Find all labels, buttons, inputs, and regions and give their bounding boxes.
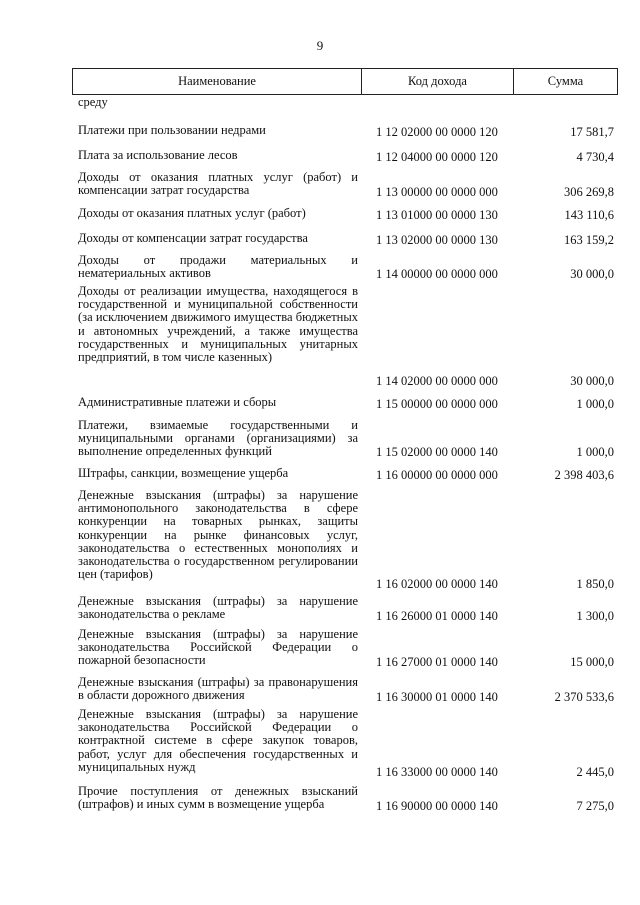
row-name: Денежные взыскания (штрафы) за нарушение антимонопольного законодательства в сфере конкуренции на товарных рынках, защиты конкуренции на рынке финансовых услуг, законодательства о естественных монополиях и законодательства о государственном регулировании цен (тарифов): [78, 488, 358, 582]
row-sum: 30 000,0: [570, 373, 614, 388]
row-name: Доходы от оказания платных услуг (работ): [78, 206, 306, 220]
row-name: Платежи, взимаемые государственными и муниципальными органами (организациями) за выполнение определенных функций: [78, 418, 358, 459]
header-name: Наименование: [178, 74, 256, 88]
row-sum: 306 269,8: [564, 184, 614, 199]
row-code: 1 12 04000 00 0000 120: [376, 149, 498, 164]
row-code: 1 14 02000 00 0000 000: [376, 373, 498, 388]
row-sum: 2 398 403,6: [554, 467, 614, 482]
continuation-text: среду: [78, 95, 108, 109]
row-name: Денежные взыскания (штрафы) за нарушение законодательства Российской Федерации о контрактной системе в сфере закупок товаров, работ, услуг для обеспечения государственных и муниципальных нужд: [78, 707, 358, 774]
row-code: 1 13 01000 00 0000 130: [376, 207, 498, 222]
row-code: 1 16 90000 00 0000 140: [376, 798, 498, 813]
row-name: Доходы от оказания платных услуг (работ) и компенсации затрат государства: [78, 170, 358, 198]
row-name: Денежные взыскания (штрафы) за нарушение законодательства Российской Федерации о пожарной безопасности: [78, 627, 358, 668]
table-row: [78, 124, 618, 139]
row-name: Штрафы, санкции, возмещение ущерба: [78, 466, 289, 480]
row-code: 1 12 02000 00 0000 120: [376, 124, 498, 139]
table-row: [78, 467, 618, 482]
page-number: 9: [316, 38, 324, 53]
table-row: [78, 595, 618, 623]
table-row: [78, 171, 618, 199]
row-code: 1 16 33000 00 0000 140: [376, 764, 498, 779]
row-name: Платежи при пользовании недрами: [78, 123, 266, 137]
table-row: [78, 785, 618, 813]
table-row: [78, 232, 618, 247]
row-sum: 1 000,0: [576, 444, 614, 459]
row-sum: 15 000,0: [570, 654, 614, 669]
row-name: Административные платежи и сборы: [78, 395, 277, 409]
row-code: 1 16 30000 01 0000 140: [376, 689, 498, 704]
table-row: [78, 396, 618, 411]
row-sum: 2 370 533,6: [554, 689, 614, 704]
row-sum: 17 581,7: [570, 124, 614, 139]
row-code: 1 16 00000 00 0000 000: [376, 467, 498, 482]
row-code: 1 16 02000 00 0000 140: [376, 576, 498, 591]
row-sum: 1 850,0: [576, 576, 614, 591]
table-row: [78, 628, 618, 669]
table-row: [78, 207, 618, 222]
row-sum: 30 000,0: [570, 266, 614, 281]
table-row: [78, 676, 618, 704]
table-row: [78, 489, 618, 591]
row-code: 1 15 00000 00 0000 000: [376, 396, 498, 411]
row-sum: 1 300,0: [576, 608, 614, 623]
table-row: [78, 254, 618, 281]
row-name: Доходы от продажи материальных и нематериальных активов: [78, 253, 358, 281]
row-code: 1 14 00000 00 0000 000: [376, 266, 498, 281]
row-name: Доходы от реализации имущества, находящегося в государственной и муниципальной собственности (за исключением движимого имущества бюджетных и автономных учреждений, а также имущества государственных и муниципальных унитарных предприятий, в том числе казенных): [78, 284, 358, 365]
row-name: Доходы от компенсации затрат государства: [78, 231, 308, 245]
header-code: Код дохода: [361, 69, 513, 94]
header-sum: Сумма: [513, 69, 617, 94]
row-code: 1 13 00000 00 0000 000: [376, 184, 498, 199]
row-sum: 143 110,6: [564, 207, 614, 222]
row-name: Прочие поступления от денежных взысканий (штрафов) и иных сумм в возмещение ущерба: [78, 784, 358, 812]
row-code: 1 16 27000 01 0000 140: [376, 654, 498, 669]
row-sum: 1 000,0: [576, 396, 614, 411]
table-row: [78, 708, 618, 779]
continuation-row: [78, 96, 618, 110]
row-code: 1 16 26000 01 0000 140: [376, 608, 498, 623]
row-sum: 2 445,0: [576, 764, 614, 779]
row-code: 1 13 02000 00 0000 130: [376, 232, 498, 247]
row-sum: 7 275,0: [576, 798, 614, 813]
row-name: Плата за использование лесов: [78, 148, 238, 162]
table-row: [78, 149, 618, 164]
row-code: 1 15 02000 00 0000 140: [376, 444, 498, 459]
row-name: Денежные взыскания (штрафы) за нарушение законодательства о рекламе: [78, 594, 358, 622]
table-row: [78, 419, 618, 459]
row-sum: 163 159,2: [564, 232, 614, 247]
table-row: [78, 285, 618, 388]
row-name: Денежные взыскания (штрафы) за правонарушения в области дорожного движения: [78, 675, 358, 703]
table-header: [72, 68, 618, 95]
row-sum: 4 730,4: [576, 149, 614, 164]
